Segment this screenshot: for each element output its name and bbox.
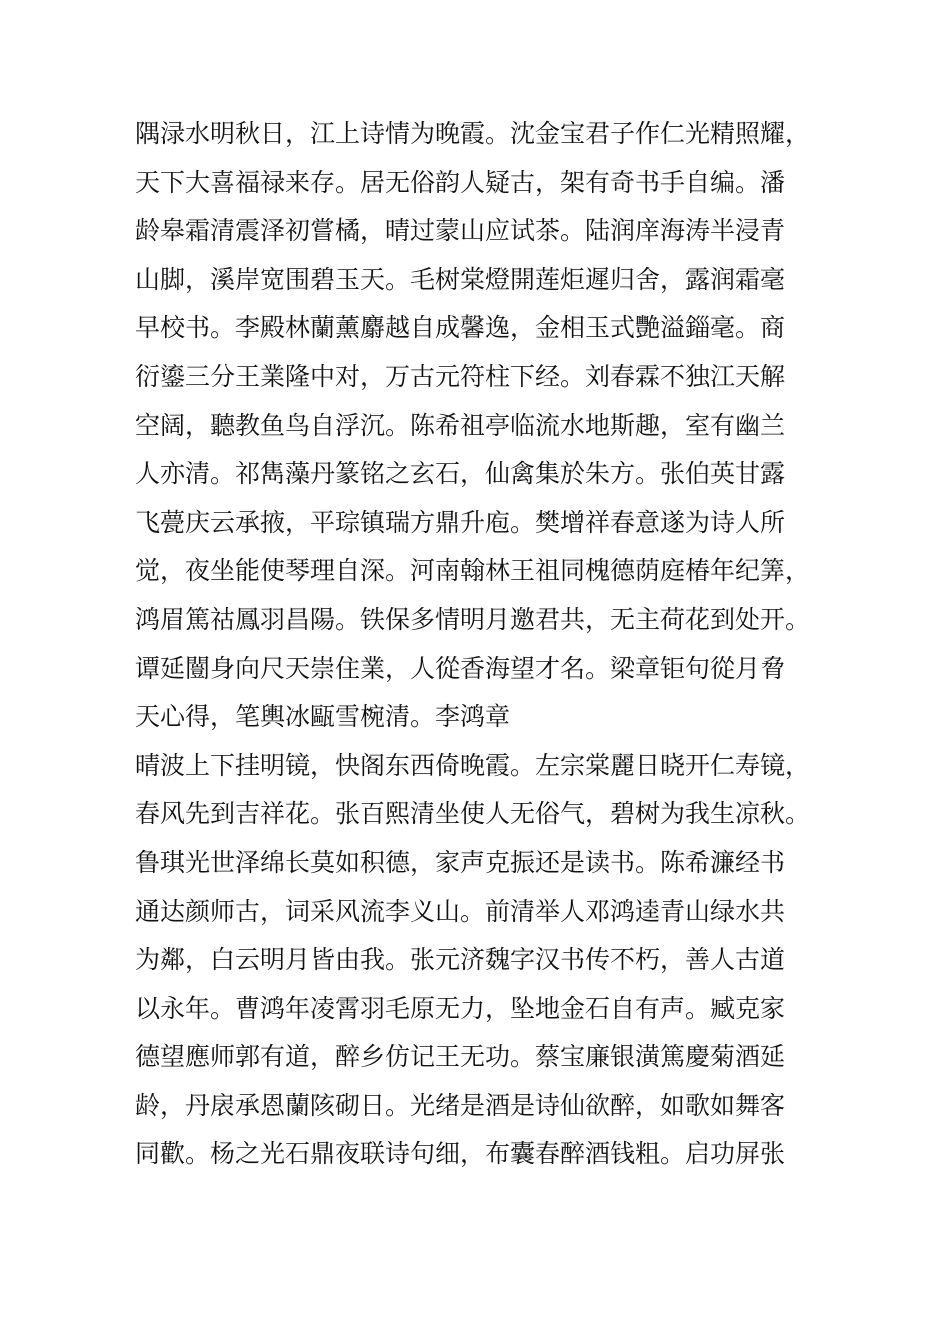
text-line: 天下大喜福禄来存。居无俗韵人疑古，架有奇书手自编。潘 [135, 167, 786, 197]
text-line: 春风先到吉祥花。张百熙清坐使人无俗气，碧树为我生凉秋。 [135, 799, 811, 829]
text-line: 同歡。杨之光石鼎夜联诗句细，布囊春醉酒钱粗。启功屏张 [135, 1139, 786, 1169]
text-line: 觉，夜坐能使琴理自深。河南翰林王祖同槐德荫庭椿年纪筭， [135, 556, 811, 586]
text-line: 人亦清。祁雋藻丹篆铭之玄石，仙禽集於朱方。张伯英甘露 [135, 459, 786, 489]
text-line: 天心得，笔輿冰甌雪椀清。李鸿章 [135, 702, 511, 732]
text-line: 以永年。曹鸿年凌霄羽毛原无力，坠地金石自有声。臧克家 [135, 993, 786, 1023]
text-line: 衍鎏三分王業隆中对，万古元符柱下经。刘春霖不独江天解 [135, 361, 786, 391]
text-line: 通达颜师古，词采风流李义山。前清举人邓鸿逵青山绿水共 [135, 896, 786, 926]
text-line: 晴波上下挂明镜，快阁东西倚晚霞。左宗棠麗日晓开仁寿镜， [135, 750, 811, 780]
text-line: 谭延闓身向尺天崇住業，人從香海望才名。梁章钜句從月脅 [135, 653, 786, 683]
text-line: 德望應师郭有道，醉乡仿记王无功。蔡宝廉银潢篤慶菊酒延 [135, 1042, 786, 1072]
text-line: 为鄰，白云明月皆由我。张元济魏字汉书传不朽，善人古道 [135, 945, 786, 975]
text-line: 鲁琪光世泽绵长莫如积德，家声克振还是读书。陈希濂经书 [135, 847, 786, 877]
text-line: 山脚，溪岸宽围碧玉天。毛树棠燈開莲炬遲归舍，露润霜毫 [135, 264, 786, 294]
text-line: 飞甍庆云承掖，平琮镇瑞方鼎升庖。樊增祥春意遂为诗人所 [135, 507, 786, 537]
text-line: 龄皋霜清震泽初嘗橘，晴过蒙山应试茶。陆润庠海涛半浸青 [135, 216, 786, 246]
body-text [135, 110, 825, 1179]
text-line: 空阔，聽教鱼鸟自浮沉。陈希祖亭临流水地斯趣，室有幽兰 [135, 410, 786, 440]
text-line: 龄，丹扆承恩蘭陔砌日。光绪是酒是诗仙欲醉，如歌如舞客 [135, 1090, 786, 1120]
text-line: 鸿眉篤祜鳳羽昌陽。铁保多情明月邀君共，无主荷花到处开。 [135, 604, 811, 634]
text-line: 隅渌水明秋日，江上诗情为晚霞。沈金宝君子作仁光精照耀， [135, 119, 811, 148]
text-line: 早校书。李殿林蘭薰麝越自成馨逸，金相玉式艷溢錙毫。商 [135, 313, 786, 343]
